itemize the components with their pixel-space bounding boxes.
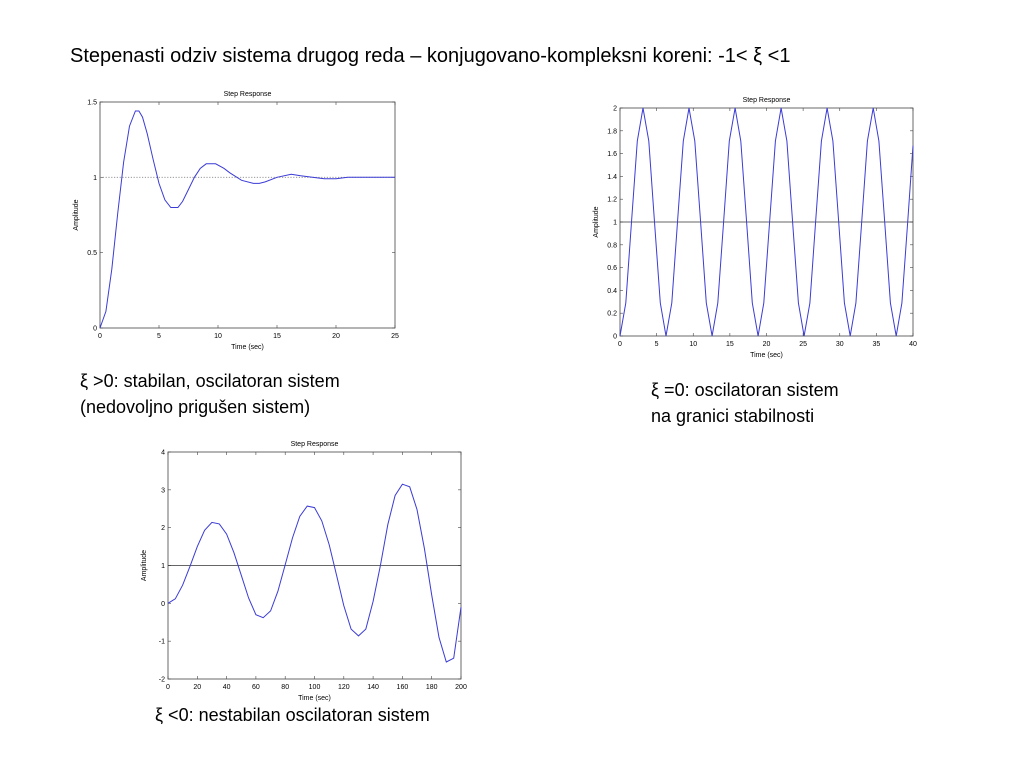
plot-area [100, 102, 395, 328]
y-tick-label: 3 [161, 487, 165, 495]
y-axis-label: Amplitude [73, 199, 80, 231]
x-axis-label: Time (sec) [298, 695, 331, 702]
x-tick-label: 40 [222, 684, 231, 691]
x-tick-label: 100 [308, 684, 321, 691]
y-axis-label: Amplitude [593, 206, 600, 238]
x-tick-label: 20 [332, 333, 340, 340]
x-tick-label: 35 [872, 341, 881, 348]
y-tick-label: 2 [161, 525, 165, 533]
x-tick-label: 80 [281, 684, 290, 691]
y-tick-label: 0 [93, 325, 97, 333]
caption-unstable [155, 702, 430, 728]
x-axis-label: Time (sec) [231, 344, 264, 351]
x-tick-label: 10 [214, 333, 222, 340]
caption-underdamped-line2: (nedovoljno prigušen sistem) [80, 397, 311, 417]
y-tick-label: 1 [161, 563, 165, 570]
caption-unstable-line1: ξ <0: nestabilan oscilatoran sistem [155, 705, 430, 725]
y-tick-label: 1 [613, 219, 617, 227]
x-tick-label: 20 [762, 341, 771, 348]
x-axis-label: Time (sec) [750, 352, 783, 359]
y-tick-label: 1.5 [87, 99, 97, 107]
y-tick-label: 1.6 [607, 151, 617, 159]
x-tick-label: 0 [166, 684, 170, 691]
x-tick-label: 120 [337, 684, 350, 691]
x-tick-label: 180 [425, 684, 438, 691]
x-tick-label: 20 [193, 684, 202, 691]
x-tick-label: 25 [391, 333, 399, 340]
x-tick-label: 0 [618, 341, 622, 348]
x-tick-label: 160 [396, 684, 409, 691]
y-tick-label: -2 [158, 676, 165, 684]
x-tick-label: 25 [799, 341, 808, 348]
y-tick-label: 1.4 [607, 173, 617, 181]
caption-underdamped-line1: ξ >0: stabilan, oscilatoran sistem [80, 371, 340, 391]
caption-undamped-line1: ξ =0: oscilatoran sistem [651, 380, 839, 400]
caption-undamped-line2: na granici stabilnosti [651, 406, 815, 426]
chart-title: Step Response [223, 91, 272, 98]
chart-title: Step Response [290, 441, 339, 448]
y-tick-label: 0.4 [607, 287, 617, 295]
x-tick-label: 200 [455, 684, 467, 691]
x-tick-label: 15 [273, 333, 281, 340]
y-tick-label: 1 [93, 174, 97, 182]
y-tick-label: 1.8 [607, 128, 617, 136]
caption-underdamped [80, 368, 340, 420]
x-tick-label: 140 [367, 684, 379, 691]
chart-title: Step Response [742, 97, 791, 104]
x-tick-label: 30 [835, 341, 844, 348]
y-tick-label: 0.5 [87, 250, 97, 258]
y-tick-label: 1.2 [607, 196, 617, 204]
x-tick-label: 0 [98, 333, 102, 340]
y-tick-label: 0 [613, 333, 617, 341]
x-tick-label: 10 [689, 341, 698, 348]
x-tick-label: 15 [725, 341, 734, 348]
x-tick-label: 40 [909, 341, 917, 348]
step-response-plot-undamped [578, 88, 923, 360]
y-tick-label: 0.8 [607, 242, 617, 250]
slide-title: Stepenasti odziv sistema drugog reda – konjugovano-kompleksni koreni: -1< ξ <1 [70, 45, 791, 67]
y-tick-label: 0.2 [607, 310, 617, 318]
y-tick-label: 2 [613, 105, 617, 113]
x-tick-label: 60 [252, 684, 260, 691]
y-tick-label: 0.6 [607, 265, 617, 273]
x-tick-label: 5 [157, 333, 161, 340]
step-response-plot-underdamped [60, 82, 410, 354]
x-tick-label: 5 [654, 341, 659, 348]
step-response-plot-unstable [136, 430, 476, 702]
y-tick-label: 4 [161, 449, 165, 457]
caption-undamped [651, 377, 839, 429]
y-tick-label: 0 [161, 600, 165, 608]
y-axis-label: Amplitude [141, 549, 148, 582]
y-tick-label: -1 [158, 638, 165, 646]
